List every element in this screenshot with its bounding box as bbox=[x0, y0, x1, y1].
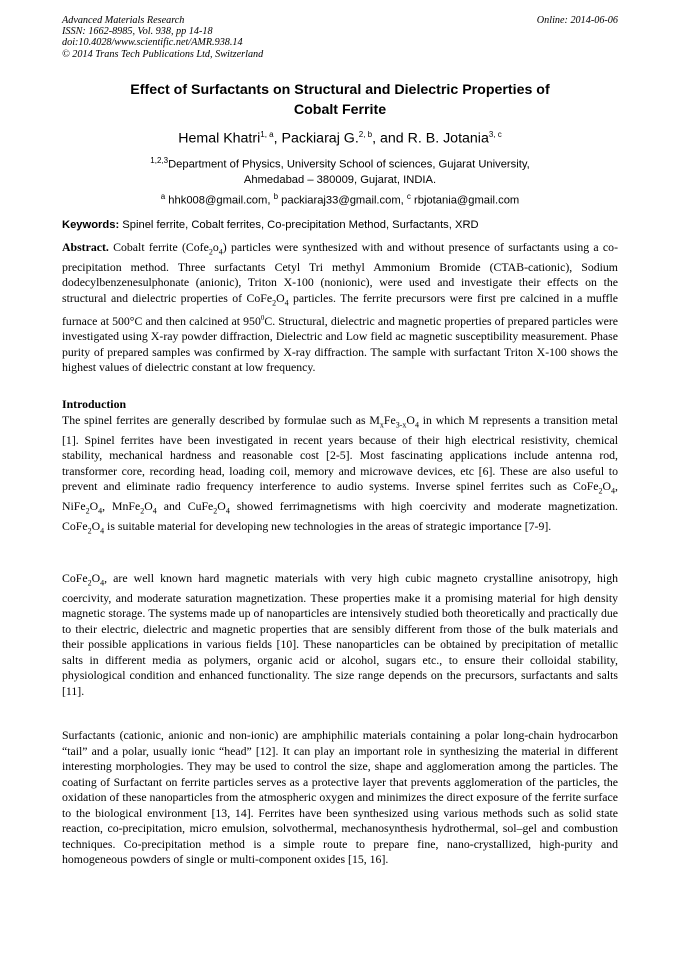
email-a: hhk008@gmail.com, bbox=[165, 194, 274, 207]
subscript: 2 bbox=[140, 506, 145, 516]
subscript: 3-x bbox=[395, 420, 407, 430]
title-line-2: Cobalt Ferrite bbox=[293, 102, 387, 118]
doi: doi:10.4028/www.scientific.net/AMR.938.14 bbox=[62, 37, 243, 49]
author-list bbox=[62, 126, 618, 148]
email-c-sup: c bbox=[406, 191, 411, 201]
title-line-1: Effect of Surfactants on Structural and Dielectric Properties of bbox=[130, 82, 550, 98]
abstract-text: C. Structural, dielectric and magnetic properties of prepared particles were investigated using X-ray powder diffraction, Dielectric and Low field ac magnetic susceptibility measurement. Phase purity of prepared samples was confirmed by X-ray diffraction. The sample with surfactant Triton X-100 shows the highest values of dielectric constant at low frequency. bbox=[62, 313, 618, 375]
subscript: x bbox=[379, 420, 384, 430]
subscript: 4 bbox=[98, 506, 103, 516]
intro-paragraph-3: Surfactants (cationic, anionic and non-ionic) are amphiphilic materials containing a polar long-chain hydrocarbon “tail” and a polar, usually ionic “head” [12]. It can play an important role in synthesizing the material in different interesting morphologies. They may be used to control the size, shape and agglomeration among the particles. The coating of Surfactant on ferrite particles serves as a protective layer that prevents agglomeration of the particles, the oxidation of these nanoparticles from the atmospheric oxygen and minimizes the direct exposure of the ferrite surface to the biological environment [13, 14]. Ferrites have been synthesized using various methods such as solid state reaction, co-precipitation, micro emulsion, solvothermal, mechanosynthesis hydrothermal, sol–gel and combustion techniques. Co-precipitation method is a simple route to prepare fine, nano-crystallized, high-purity and homogeneous powders of single or multi-component oxides [15, 16]. bbox=[62, 728, 618, 866]
affiliation-sup: 1,2,3 bbox=[150, 156, 169, 165]
text: , MnFe bbox=[102, 499, 141, 514]
affiliation-line-2: Ahmedabad – 380009, Gujarat, INDIA. bbox=[243, 174, 437, 187]
text: is suitable material for developing new technologies in the areas of strategic importance [7-9]. bbox=[104, 519, 552, 534]
keywords-label: Keywords: bbox=[62, 219, 120, 231]
text: showed ferrimagnetisms with high coercivity and moderate magnetization. CoFe bbox=[62, 499, 618, 534]
affiliation bbox=[62, 153, 618, 209]
text: O bbox=[144, 499, 153, 514]
keywords-text: Spinel ferrite, Cobalt ferrites, Co-precipitation Method, Surfactants, XRD bbox=[119, 219, 479, 231]
issn: ISSN: 1662-8985, Vol. 938, pp 14-18 bbox=[62, 26, 213, 38]
subscript: 4 bbox=[611, 486, 616, 496]
section-heading-introduction: Introduction bbox=[62, 397, 127, 411]
journal-header bbox=[62, 15, 618, 60]
abstract-text: particles. The ferrite precursors were first pre calcined in a muffle furnace at 500°C and then calcined at 950 bbox=[62, 290, 618, 328]
abstract-text: o bbox=[212, 240, 219, 254]
subscript: 2 bbox=[208, 247, 213, 257]
text: , are well known hard magnetic materials with very high cubic magneto crystalline anisotropy, high coercivity, and moderate saturation magnetization. These properties make it a promising material for high density magnetic storage. The systems made up of nanoparticles are intensively studied both theoretically and practically due to their electric, dielectric and magnetic properties that are sensibly different from those of the bulk materials and their possible applications in various fields [10]. These nanoparticles can be obtained by precipitation of metallic salts in different media as polymers, organic acid or alcohol, sugars etc., to ensure their colloidal stability, physiological condition and enhanced functionality. The size range depends on the precursors, surfactants and salts [11]. bbox=[62, 571, 618, 698]
subscript: 2 bbox=[87, 526, 92, 536]
abstract-text: O bbox=[276, 290, 285, 305]
subscript: 4 bbox=[152, 506, 157, 516]
subscript: 4 bbox=[100, 526, 105, 536]
text: O bbox=[91, 571, 101, 585]
text: The spinel ferrites are generally described by formulae such as M bbox=[62, 413, 380, 427]
journal-name: Advanced Materials Research bbox=[62, 15, 185, 26]
text: O bbox=[602, 479, 612, 494]
text: O bbox=[406, 413, 415, 427]
subscript: 4 bbox=[218, 247, 223, 257]
text: O bbox=[89, 499, 99, 514]
subscript: 2 bbox=[272, 298, 277, 308]
author-1-affil: 1, a bbox=[260, 130, 274, 139]
email-b-sup: b bbox=[273, 191, 279, 201]
abstract-text: ) particles were synthesized with and without presence of surfactants using a co-precipitation method. Three surfactants Cetyl Tri methyl Ammonium Bromide (CTAB-cationic), Sodium dodecylbenzenesulphonate (anionic), Triton X-100 (nonionic), were used and investigate their effects on the structural and dielectric properties of CoFe bbox=[62, 240, 618, 305]
text: , NiFe bbox=[62, 479, 618, 514]
text: and CuFe bbox=[156, 499, 214, 514]
abstract-label: Abstract. bbox=[62, 240, 109, 254]
keywords bbox=[62, 218, 618, 232]
email-a-sup: a bbox=[160, 191, 166, 201]
copyright: © 2014 Trans Tech Publications Ltd, Switzerland bbox=[62, 48, 264, 60]
subscript: 4 bbox=[225, 506, 230, 516]
subscript: 4 bbox=[284, 298, 289, 308]
email-line bbox=[62, 189, 618, 209]
author-2: , Packiaraj G. bbox=[273, 130, 359, 147]
text: CoFe bbox=[62, 571, 88, 585]
paper-title bbox=[62, 80, 618, 120]
email-b: packiaraj33@gmail.com, bbox=[278, 194, 407, 207]
text: O bbox=[217, 499, 226, 514]
subscript: 2 bbox=[213, 506, 218, 516]
subscript: 2 bbox=[85, 506, 90, 516]
text: in which M represents a transition metal [1]. Spinel ferrites have been investigated in recent years because of their high electrical resistivity, chemical stability, mechanical hardness and reasonable cost [2-5]. Most fascinating applications include antenna rod, transformer core, recording head, loading coil, memory and microwave devices, etc [6]. These are also useful to prevent and eliminate radio frequency interference to audio systems. Inverse spinel ferrites such as CoFe bbox=[62, 413, 618, 494]
affiliation-dept: Department of Physics, University School of sciences, Gujarat University, bbox=[168, 158, 530, 171]
abstract-text: Cobalt ferrite (Cofe bbox=[108, 240, 209, 254]
subscript: 4 bbox=[100, 578, 105, 588]
degree-sup: 0 bbox=[260, 313, 265, 322]
intro-paragraph-2 bbox=[62, 571, 618, 699]
subscript: 2 bbox=[87, 578, 92, 588]
abstract bbox=[62, 240, 618, 376]
author-1: Hemal Khatri bbox=[178, 130, 261, 147]
author-3-affil: 3, c bbox=[488, 130, 502, 139]
author-3: , and R. B. Jotania bbox=[372, 130, 489, 147]
email-c: rbjotania@gmail.com bbox=[410, 194, 520, 207]
online-date: Online: 2014-06-06 bbox=[536, 15, 618, 26]
affiliation-line-1 bbox=[62, 153, 618, 173]
author-2-affil: 2, b bbox=[358, 130, 373, 139]
text: O bbox=[91, 519, 101, 534]
intro-paragraph-1 bbox=[62, 413, 618, 539]
text: Fe bbox=[383, 413, 396, 427]
subscript: 4 bbox=[414, 420, 419, 430]
subscript: 2 bbox=[598, 486, 603, 496]
